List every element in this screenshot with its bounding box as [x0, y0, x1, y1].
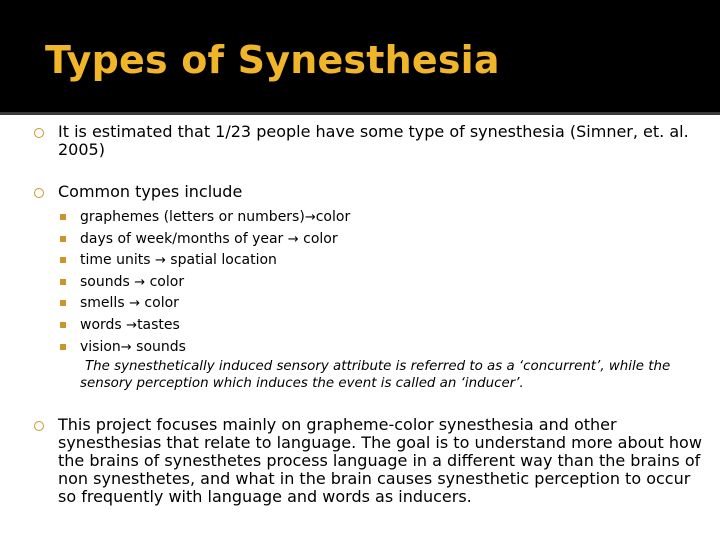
list-item [58, 293, 708, 315]
square-bullet-icon [60, 279, 66, 285]
sub-item-result: tastes [137, 316, 180, 333]
square-bullet-icon [60, 322, 66, 328]
square-bullet-icon [60, 214, 66, 220]
sub-item-text: time units [80, 252, 155, 269]
sub-item-result: color [315, 209, 351, 225]
sub-item-text: vision [80, 338, 121, 355]
list-item [58, 337, 708, 359]
sub-item-result: color [139, 295, 179, 312]
bullet-common-types: Common types include [58, 182, 243, 201]
square-bullet-icon [60, 257, 66, 263]
right-arrow-icon: → [126, 317, 138, 333]
right-arrow-icon: → [129, 296, 140, 312]
slide-title: Types of Synesthesia [45, 38, 500, 82]
right-arrow-icon: → [154, 253, 166, 269]
list-item [58, 272, 708, 294]
square-bullet-icon [60, 300, 66, 306]
sub-item-text: smells [80, 295, 130, 312]
sub-item-text: words [80, 316, 127, 333]
title-divider [0, 112, 720, 115]
bullet-estimate: It is estimated that 1/23 people have some type of synesthesia (Simner, et. al. 2005) [58, 122, 689, 159]
common-types-list [58, 207, 708, 358]
list-item [58, 315, 708, 337]
circle-bullet-icon [34, 188, 44, 198]
circle-bullet-icon [34, 128, 44, 138]
right-arrow-icon: → [134, 274, 146, 290]
list-item [58, 229, 708, 251]
sub-item-text: graphemes (letters or numbers) [80, 209, 305, 225]
sub-item-result: sounds [131, 338, 186, 355]
sub-item-result: spatial location [165, 252, 277, 269]
circle-bullet-icon [34, 421, 44, 431]
list-item [58, 250, 708, 272]
square-bullet-icon [60, 344, 66, 350]
square-bullet-icon [60, 236, 66, 242]
sub-item-text: days of week/months of year [80, 230, 288, 247]
right-arrow-icon: → [304, 210, 316, 225]
note-text: The synesthetically induced sensory attribute is referred to as a ‘concurrent’, while the sensory perception which induces the event is called an ‘inducer’. [80, 359, 671, 391]
sub-item-result: color [145, 273, 185, 290]
right-arrow-icon: → [287, 231, 299, 247]
sub-item-text: sounds [80, 273, 135, 290]
bullet-project-focus: This project focuses mainly on grapheme-color synesthesia and other synesthesias that relate to language. The goal is to understand more about how the brains of synesthetes process language in a different way than the brains of non synesthetes, and what in the brain causes synesthetic perception to occur so frequently with language and words as inducers. [58, 415, 702, 506]
right-arrow-icon: → [120, 339, 132, 355]
sub-item-result: color [298, 230, 338, 247]
concurrent-inducer-note [80, 358, 705, 392]
list-item [58, 207, 708, 229]
